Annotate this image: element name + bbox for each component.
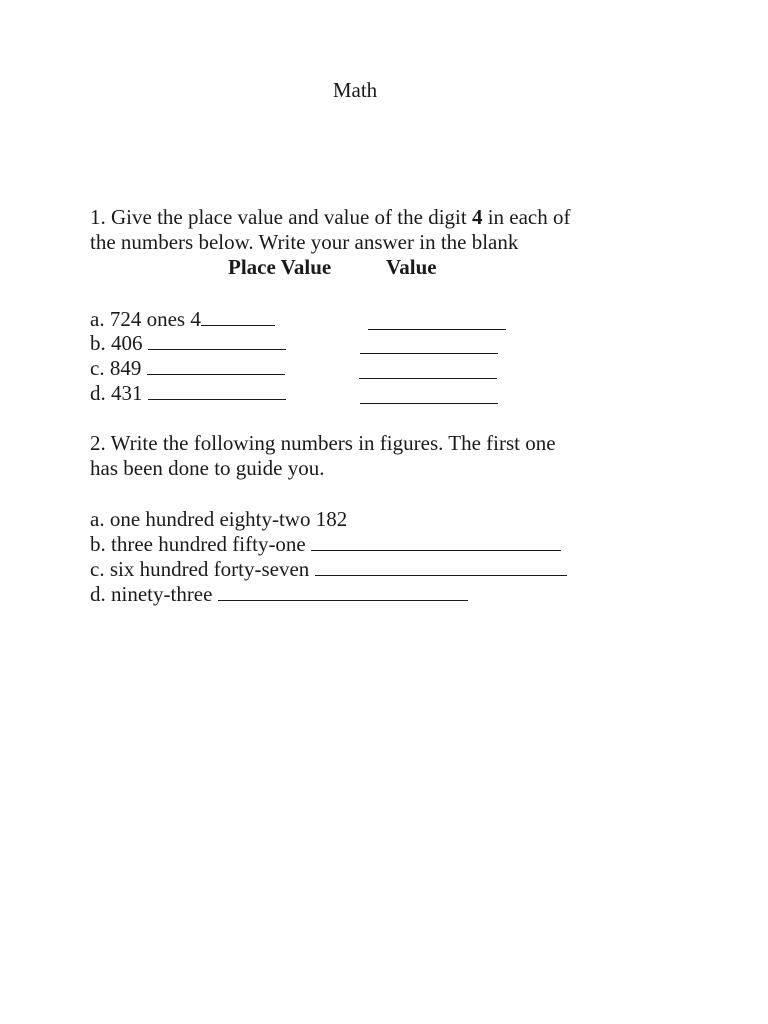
q2-item-b — [90, 532, 561, 557]
q2-item-b-blank[interactable] — [311, 532, 561, 551]
q2-item-b-label: b. three hundred fifty-one — [90, 532, 312, 556]
q1-item-a — [90, 307, 275, 332]
q2-prompt-line2: has been done to guide you. — [90, 456, 325, 480]
place-value-header: Place Value — [228, 255, 332, 279]
q2-item-c-label: c. six hundred forty-seven — [90, 557, 315, 581]
q1-prompt-part1: 1. Give the place value and value of the digit — [90, 205, 472, 229]
q2-item-d-label: d. ninety-three — [90, 582, 218, 606]
value-header: Value — [386, 255, 437, 279]
q1-prompt-part2: in each of — [482, 205, 571, 229]
q2-item-a-label: a. one hundred eighty-two 182 — [90, 507, 348, 531]
q2-prompt-line1: 2. Write the following numbers in figures. The first one — [90, 431, 556, 455]
q1-item-d-value-blank[interactable] — [360, 402, 498, 404]
q1-prompt-line2: the numbers below. Write your answer in the blank — [90, 230, 519, 254]
q1-item-b-place-blank[interactable] — [148, 331, 286, 350]
q1-item-a-place-blank[interactable] — [201, 307, 275, 326]
q1-item-b — [90, 331, 286, 356]
q1-prompt-line1 — [90, 205, 571, 230]
q2-item-c — [90, 557, 567, 582]
q2-item-a — [90, 507, 347, 532]
q1-item-b-value-blank[interactable] — [360, 352, 498, 354]
q1-item-c-place-blank[interactable] — [147, 356, 285, 375]
q1-item-d — [90, 381, 286, 406]
q2-item-d-blank[interactable] — [218, 582, 468, 601]
q1-item-a-value-blank[interactable] — [368, 328, 506, 330]
q1-item-c-value-blank[interactable] — [359, 377, 497, 379]
q2-item-c-blank[interactable] — [315, 557, 567, 576]
q2-item-d — [90, 582, 468, 607]
q1-item-d-place-blank[interactable] — [148, 381, 286, 400]
q1-item-a-label: a. 724 ones 4 — [90, 307, 201, 331]
page-title: Math — [332, 78, 378, 102]
q1-item-c — [90, 356, 285, 381]
q1-item-d-label: d. 431 — [90, 381, 148, 405]
q1-prompt-digit: 4 — [471, 205, 483, 229]
q1-item-b-label: b. 406 — [90, 331, 148, 355]
q1-item-c-label: c. 849 — [90, 356, 147, 380]
